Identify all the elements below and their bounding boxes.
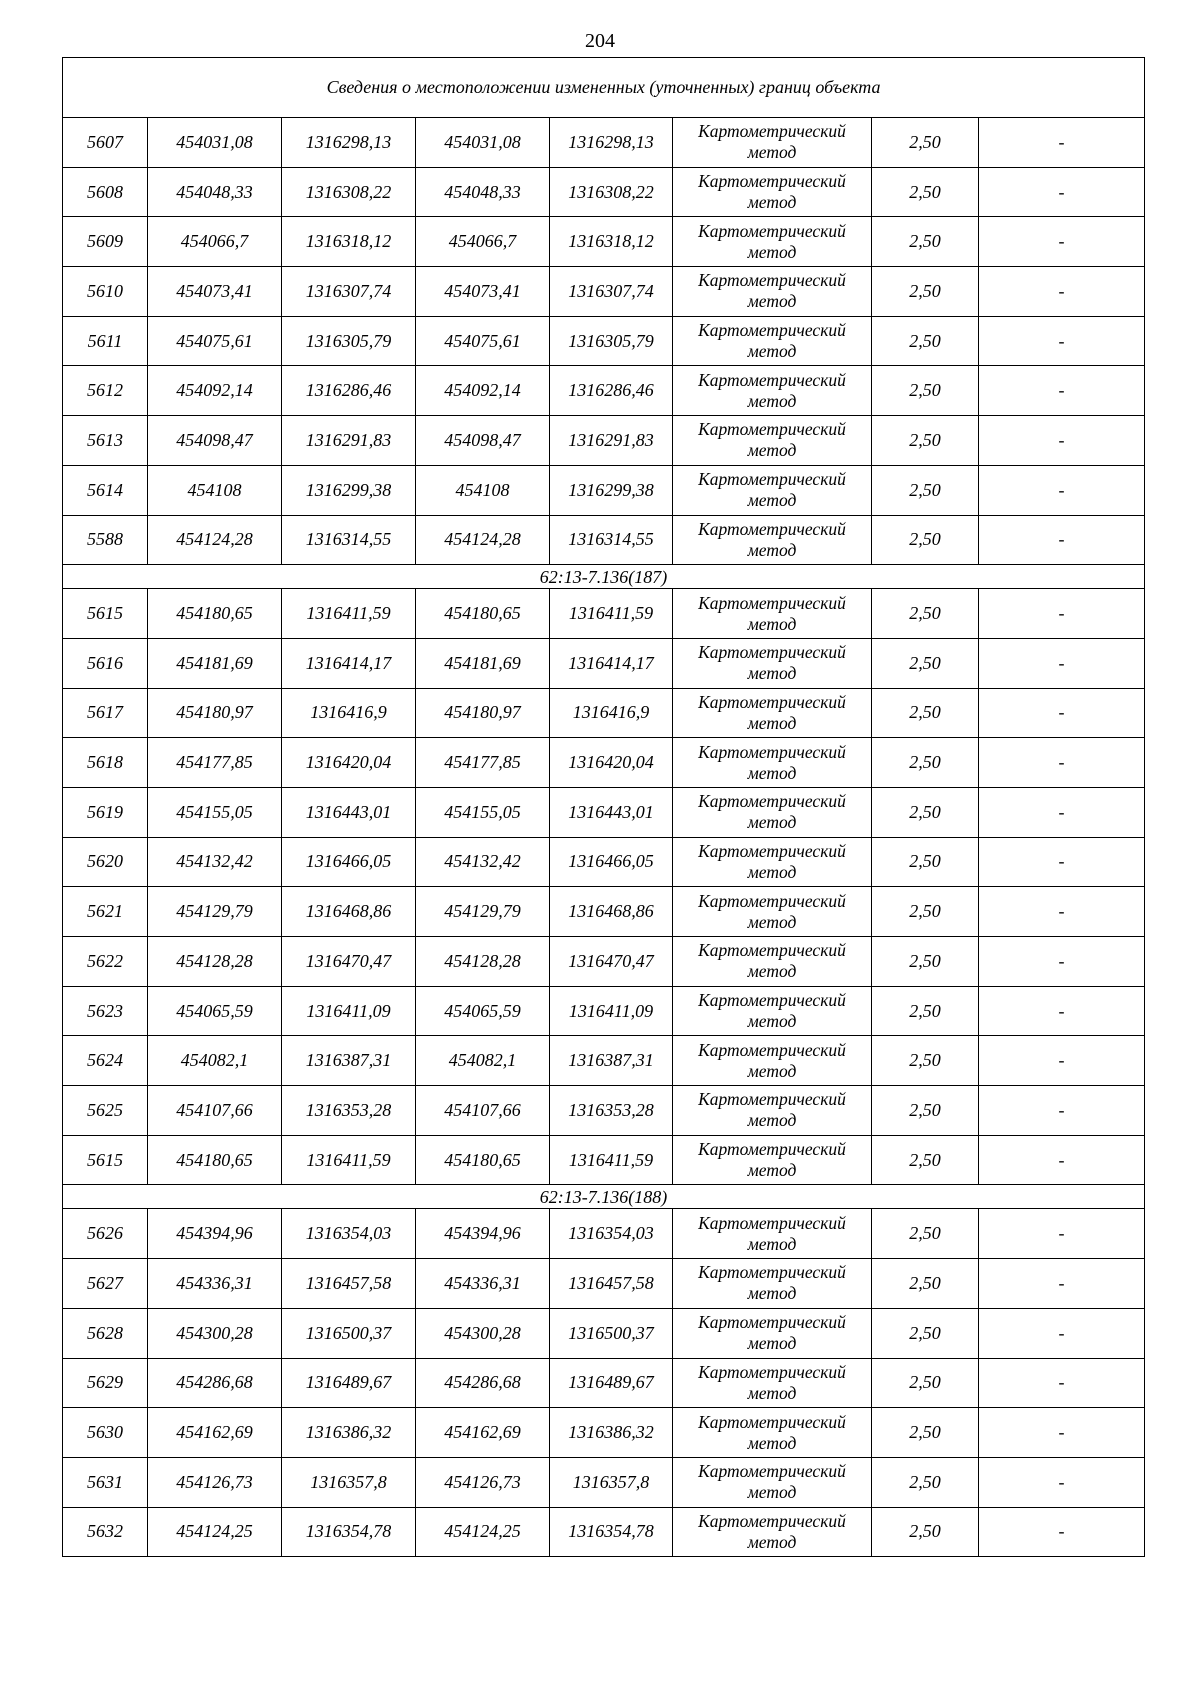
cell-accuracy: 2,50 xyxy=(872,1036,979,1086)
cell-description: - xyxy=(979,1358,1145,1408)
cell-point-number: 5610 xyxy=(63,267,148,317)
cell-description: - xyxy=(979,1408,1145,1458)
cell-accuracy: 2,50 xyxy=(872,638,979,688)
cell-accuracy: 2,50 xyxy=(872,1259,979,1309)
cell-x-new: 454300,28 xyxy=(416,1308,550,1358)
cell-y-new: 1316299,38 xyxy=(550,465,673,515)
cell-method: Картометрический метод xyxy=(673,1209,872,1259)
cell-y-new: 1316308,22 xyxy=(550,167,673,217)
cell-method: Картометрический метод xyxy=(673,118,872,168)
cell-method: Картометрический метод xyxy=(673,589,872,639)
cell-y-old: 1316443,01 xyxy=(282,787,416,837)
table-row xyxy=(63,1358,1145,1408)
cell-y-old: 1316387,31 xyxy=(282,1036,416,1086)
cell-point-number: 5614 xyxy=(63,465,148,515)
cell-method: Картометрический метод xyxy=(673,167,872,217)
cell-x-old: 454073,41 xyxy=(148,267,282,317)
cell-y-old: 1316466,05 xyxy=(282,837,416,887)
cell-x-new: 454107,66 xyxy=(416,1086,550,1136)
cell-x-old: 454336,31 xyxy=(148,1259,282,1309)
cell-accuracy: 2,50 xyxy=(872,465,979,515)
table-row xyxy=(63,1036,1145,1086)
cell-x-new: 454098,47 xyxy=(416,416,550,466)
cell-method: Картометрический метод xyxy=(673,465,872,515)
cell-x-new: 454162,69 xyxy=(416,1408,550,1458)
cell-description: - xyxy=(979,638,1145,688)
cell-y-new: 1316386,32 xyxy=(550,1408,673,1458)
cell-x-old: 454098,47 xyxy=(148,416,282,466)
cell-method: Картометрический метод xyxy=(673,638,872,688)
cell-accuracy: 2,50 xyxy=(872,1086,979,1136)
cell-y-new: 1316286,46 xyxy=(550,366,673,416)
cell-y-new: 1316298,13 xyxy=(550,118,673,168)
cell-x-new: 454092,14 xyxy=(416,366,550,416)
cell-description: - xyxy=(979,515,1145,565)
cell-description: - xyxy=(979,366,1145,416)
cell-description: - xyxy=(979,937,1145,987)
cell-point-number: 5611 xyxy=(63,316,148,366)
cell-accuracy: 2,50 xyxy=(872,167,979,217)
cell-description: - xyxy=(979,167,1145,217)
cell-x-old: 454082,1 xyxy=(148,1036,282,1086)
cell-x-new: 454082,1 xyxy=(416,1036,550,1086)
cell-x-old: 454031,08 xyxy=(148,118,282,168)
cell-description: - xyxy=(979,589,1145,639)
cell-description: - xyxy=(979,217,1145,267)
cell-accuracy: 2,50 xyxy=(872,1209,979,1259)
cell-x-new: 454048,33 xyxy=(416,167,550,217)
cell-x-old: 454128,28 xyxy=(148,937,282,987)
cell-description: - xyxy=(979,837,1145,887)
cell-point-number: 5624 xyxy=(63,1036,148,1086)
cell-method: Картометрический метод xyxy=(673,688,872,738)
table-row xyxy=(63,986,1145,1036)
boundary-coordinates-table xyxy=(62,57,1145,1557)
cell-y-old: 1316386,32 xyxy=(282,1408,416,1458)
cell-x-new: 454286,68 xyxy=(416,1358,550,1408)
table-row xyxy=(63,515,1145,565)
cell-method: Картометрический метод xyxy=(673,1135,872,1185)
cell-description: - xyxy=(979,688,1145,738)
table-row xyxy=(63,1135,1145,1185)
table-row xyxy=(63,1259,1145,1309)
cell-y-old: 1316411,09 xyxy=(282,986,416,1036)
cell-y-new: 1316420,04 xyxy=(550,738,673,788)
cell-method: Картометрический метод xyxy=(673,887,872,937)
cell-y-old: 1316318,12 xyxy=(282,217,416,267)
cell-point-number: 5632 xyxy=(63,1507,148,1557)
cell-description: - xyxy=(979,416,1145,466)
cell-y-old: 1316470,47 xyxy=(282,937,416,987)
cell-y-new: 1316305,79 xyxy=(550,316,673,366)
cell-x-new: 454124,28 xyxy=(416,515,550,565)
cell-point-number: 5618 xyxy=(63,738,148,788)
cell-y-new: 1316314,55 xyxy=(550,515,673,565)
cell-description: - xyxy=(979,1308,1145,1358)
cell-x-new: 454124,25 xyxy=(416,1507,550,1557)
cell-accuracy: 2,50 xyxy=(872,1358,979,1408)
cell-point-number: 5628 xyxy=(63,1308,148,1358)
cell-accuracy: 2,50 xyxy=(872,316,979,366)
table-row xyxy=(63,1086,1145,1136)
table-row xyxy=(63,118,1145,168)
cell-method: Картометрический метод xyxy=(673,1358,872,1408)
cell-x-old: 454394,96 xyxy=(148,1209,282,1259)
table-row xyxy=(63,1507,1145,1557)
table-body xyxy=(63,58,1145,1557)
cell-y-old: 1316416,9 xyxy=(282,688,416,738)
cell-y-old: 1316305,79 xyxy=(282,316,416,366)
cell-accuracy: 2,50 xyxy=(872,688,979,738)
cell-description: - xyxy=(979,738,1145,788)
cell-method: Картометрический метод xyxy=(673,366,872,416)
cell-y-old: 1316299,38 xyxy=(282,465,416,515)
section-label: 62:13-7.136(187) xyxy=(63,565,1145,589)
cell-accuracy: 2,50 xyxy=(872,1135,979,1185)
cell-method: Картометрический метод xyxy=(673,217,872,267)
table-row xyxy=(63,688,1145,738)
table-row xyxy=(63,589,1145,639)
cell-x-old: 454075,61 xyxy=(148,316,282,366)
cell-y-old: 1316420,04 xyxy=(282,738,416,788)
table-row xyxy=(63,887,1145,937)
cell-point-number: 5607 xyxy=(63,118,148,168)
table-row xyxy=(63,1408,1145,1458)
cell-x-old: 454180,65 xyxy=(148,1135,282,1185)
cell-description: - xyxy=(979,986,1145,1036)
cell-y-new: 1316489,67 xyxy=(550,1358,673,1408)
cell-x-new: 454031,08 xyxy=(416,118,550,168)
cell-accuracy: 2,50 xyxy=(872,1408,979,1458)
cell-method: Картометрический метод xyxy=(673,1308,872,1358)
cell-point-number: 5617 xyxy=(63,688,148,738)
cell-y-new: 1316411,59 xyxy=(550,1135,673,1185)
cell-x-new: 454180,65 xyxy=(416,589,550,639)
cell-x-old: 454180,65 xyxy=(148,589,282,639)
cell-description: - xyxy=(979,1036,1145,1086)
cell-x-new: 454336,31 xyxy=(416,1259,550,1309)
cell-method: Картометрический метод xyxy=(673,1507,872,1557)
cell-accuracy: 2,50 xyxy=(872,738,979,788)
cell-x-old: 454132,42 xyxy=(148,837,282,887)
cell-point-number: 5627 xyxy=(63,1259,148,1309)
table-row xyxy=(63,738,1145,788)
table-row xyxy=(63,638,1145,688)
cell-x-new: 454129,79 xyxy=(416,887,550,937)
cell-point-number: 5631 xyxy=(63,1457,148,1507)
cell-y-old: 1316353,28 xyxy=(282,1086,416,1136)
cell-x-new: 454177,85 xyxy=(416,738,550,788)
cell-accuracy: 2,50 xyxy=(872,515,979,565)
section-label: 62:13-7.136(188) xyxy=(63,1185,1145,1209)
cell-point-number: 5621 xyxy=(63,887,148,937)
cell-y-new: 1316466,05 xyxy=(550,837,673,887)
cell-point-number: 5623 xyxy=(63,986,148,1036)
table-row xyxy=(63,1308,1145,1358)
table-row xyxy=(63,937,1145,987)
cell-method: Картометрический метод xyxy=(673,1036,872,1086)
cell-x-new: 454132,42 xyxy=(416,837,550,887)
section-row xyxy=(63,565,1145,589)
cell-y-old: 1316307,74 xyxy=(282,267,416,317)
cell-y-old: 1316354,78 xyxy=(282,1507,416,1557)
cell-y-old: 1316411,59 xyxy=(282,589,416,639)
cell-y-new: 1316318,12 xyxy=(550,217,673,267)
cell-accuracy: 2,50 xyxy=(872,217,979,267)
cell-accuracy: 2,50 xyxy=(872,787,979,837)
cell-method: Картометрический метод xyxy=(673,1259,872,1309)
cell-description: - xyxy=(979,267,1145,317)
table-row xyxy=(63,1457,1145,1507)
cell-point-number: 5619 xyxy=(63,787,148,837)
cell-x-old: 454300,28 xyxy=(148,1308,282,1358)
cell-accuracy: 2,50 xyxy=(872,589,979,639)
cell-accuracy: 2,50 xyxy=(872,837,979,887)
cell-x-old: 454048,33 xyxy=(148,167,282,217)
cell-method: Картометрический метод xyxy=(673,1086,872,1136)
cell-method: Картометрический метод xyxy=(673,937,872,987)
cell-point-number: 5625 xyxy=(63,1086,148,1136)
cell-y-old: 1316457,58 xyxy=(282,1259,416,1309)
cell-y-old: 1316357,8 xyxy=(282,1457,416,1507)
cell-y-new: 1316387,31 xyxy=(550,1036,673,1086)
cell-x-new: 454066,7 xyxy=(416,217,550,267)
cell-accuracy: 2,50 xyxy=(872,1308,979,1358)
cell-x-old: 454129,79 xyxy=(148,887,282,937)
cell-point-number: 5588 xyxy=(63,515,148,565)
cell-y-new: 1316354,03 xyxy=(550,1209,673,1259)
cell-description: - xyxy=(979,887,1145,937)
cell-description: - xyxy=(979,118,1145,168)
cell-accuracy: 2,50 xyxy=(872,118,979,168)
table-row xyxy=(63,167,1145,217)
cell-method: Картометрический метод xyxy=(673,316,872,366)
cell-method: Картометрический метод xyxy=(673,837,872,887)
cell-point-number: 5609 xyxy=(63,217,148,267)
cell-point-number: 5615 xyxy=(63,589,148,639)
cell-y-old: 1316354,03 xyxy=(282,1209,416,1259)
cell-accuracy: 2,50 xyxy=(872,986,979,1036)
cell-y-new: 1316457,58 xyxy=(550,1259,673,1309)
cell-y-old: 1316286,46 xyxy=(282,366,416,416)
cell-x-old: 454066,7 xyxy=(148,217,282,267)
cell-y-new: 1316500,37 xyxy=(550,1308,673,1358)
cell-x-old: 454177,85 xyxy=(148,738,282,788)
cell-method: Картометрический метод xyxy=(673,738,872,788)
table-title-row xyxy=(63,58,1145,118)
cell-x-old: 454124,25 xyxy=(148,1507,282,1557)
cell-y-new: 1316414,17 xyxy=(550,638,673,688)
cell-point-number: 5629 xyxy=(63,1358,148,1408)
cell-y-old: 1316298,13 xyxy=(282,118,416,168)
cell-x-old: 454155,05 xyxy=(148,787,282,837)
cell-y-old: 1316308,22 xyxy=(282,167,416,217)
cell-x-old: 454286,68 xyxy=(148,1358,282,1408)
table-row xyxy=(63,316,1145,366)
cell-point-number: 5626 xyxy=(63,1209,148,1259)
cell-description: - xyxy=(979,787,1145,837)
cell-x-new: 454126,73 xyxy=(416,1457,550,1507)
cell-point-number: 5612 xyxy=(63,366,148,416)
cell-x-new: 454180,97 xyxy=(416,688,550,738)
cell-y-new: 1316411,09 xyxy=(550,986,673,1036)
cell-y-new: 1316416,9 xyxy=(550,688,673,738)
cell-accuracy: 2,50 xyxy=(872,366,979,416)
cell-description: - xyxy=(979,1209,1145,1259)
table-row xyxy=(63,416,1145,466)
cell-y-old: 1316411,59 xyxy=(282,1135,416,1185)
cell-x-new: 454108 xyxy=(416,465,550,515)
cell-y-old: 1316489,67 xyxy=(282,1358,416,1408)
cell-description: - xyxy=(979,316,1145,366)
cell-point-number: 5630 xyxy=(63,1408,148,1458)
cell-y-new: 1316470,47 xyxy=(550,937,673,987)
cell-x-old: 454092,14 xyxy=(148,366,282,416)
cell-point-number: 5613 xyxy=(63,416,148,466)
cell-y-new: 1316357,8 xyxy=(550,1457,673,1507)
cell-accuracy: 2,50 xyxy=(872,887,979,937)
cell-x-old: 454124,28 xyxy=(148,515,282,565)
cell-method: Картометрический метод xyxy=(673,1408,872,1458)
cell-x-new: 454073,41 xyxy=(416,267,550,317)
cell-accuracy: 2,50 xyxy=(872,416,979,466)
cell-x-new: 454394,96 xyxy=(416,1209,550,1259)
cell-x-new: 454128,28 xyxy=(416,937,550,987)
cell-y-old: 1316291,83 xyxy=(282,416,416,466)
cell-y-new: 1316291,83 xyxy=(550,416,673,466)
cell-x-new: 454065,59 xyxy=(416,986,550,1036)
cell-x-new: 454155,05 xyxy=(416,787,550,837)
cell-accuracy: 2,50 xyxy=(872,1507,979,1557)
cell-description: - xyxy=(979,465,1145,515)
table-row xyxy=(63,267,1145,317)
section-row xyxy=(63,1185,1145,1209)
cell-point-number: 5615 xyxy=(63,1135,148,1185)
cell-method: Картометрический метод xyxy=(673,267,872,317)
cell-point-number: 5620 xyxy=(63,837,148,887)
cell-point-number: 5622 xyxy=(63,937,148,987)
table-title: Сведения о местоположении измененных (уточненных) границ объекта xyxy=(63,58,1145,118)
cell-y-old: 1316468,86 xyxy=(282,887,416,937)
cell-description: - xyxy=(979,1457,1145,1507)
cell-y-new: 1316468,86 xyxy=(550,887,673,937)
cell-x-old: 454065,59 xyxy=(148,986,282,1036)
cell-x-old: 454162,69 xyxy=(148,1408,282,1458)
cell-description: - xyxy=(979,1259,1145,1309)
cell-y-new: 1316443,01 xyxy=(550,787,673,837)
cell-description: - xyxy=(979,1135,1145,1185)
table-row xyxy=(63,465,1145,515)
cell-y-new: 1316411,59 xyxy=(550,589,673,639)
cell-method: Картометрический метод xyxy=(673,1457,872,1507)
cell-y-old: 1316500,37 xyxy=(282,1308,416,1358)
cell-x-old: 454108 xyxy=(148,465,282,515)
cell-x-old: 454180,97 xyxy=(148,688,282,738)
cell-accuracy: 2,50 xyxy=(872,267,979,317)
cell-x-old: 454181,69 xyxy=(148,638,282,688)
cell-method: Картометрический метод xyxy=(673,787,872,837)
cell-x-new: 454180,65 xyxy=(416,1135,550,1185)
cell-accuracy: 2,50 xyxy=(872,937,979,987)
cell-accuracy: 2,50 xyxy=(872,1457,979,1507)
cell-x-new: 454075,61 xyxy=(416,316,550,366)
table-row xyxy=(63,787,1145,837)
cell-y-old: 1316414,17 xyxy=(282,638,416,688)
cell-y-new: 1316307,74 xyxy=(550,267,673,317)
cell-description: - xyxy=(979,1507,1145,1557)
cell-description: - xyxy=(979,1086,1145,1136)
cell-x-old: 454107,66 xyxy=(148,1086,282,1136)
cell-point-number: 5616 xyxy=(63,638,148,688)
table-row xyxy=(63,217,1145,267)
cell-point-number: 5608 xyxy=(63,167,148,217)
cell-y-new: 1316354,78 xyxy=(550,1507,673,1557)
cell-method: Картометрический метод xyxy=(673,515,872,565)
cell-method: Картометрический метод xyxy=(673,416,872,466)
cell-y-new: 1316353,28 xyxy=(550,1086,673,1136)
page-number: 204 xyxy=(585,30,615,52)
table-row xyxy=(63,837,1145,887)
cell-x-new: 454181,69 xyxy=(416,638,550,688)
cell-x-old: 454126,73 xyxy=(148,1457,282,1507)
table-row xyxy=(63,1209,1145,1259)
table-row xyxy=(63,366,1145,416)
cell-method: Картометрический метод xyxy=(673,986,872,1036)
cell-y-old: 1316314,55 xyxy=(282,515,416,565)
